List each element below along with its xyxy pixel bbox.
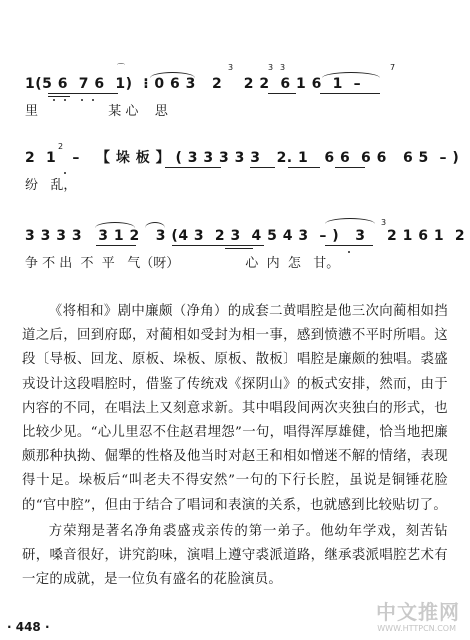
score-line-2-notes: 2 1 – 【 垛 板 】 ( 3 3 3 3 3 2. 1 6 6 6 6 6 5 – ) (25, 150, 460, 166)
beam-line (48, 93, 118, 94)
low-octave-dot (81, 99, 83, 101)
beam-line (96, 245, 136, 246)
low-octave-dot (53, 99, 55, 101)
commentary-text (22, 300, 448, 592)
grace-note: 3 (268, 63, 274, 72)
beam-line (288, 167, 320, 168)
paragraph: 《将相和》剧中廉颇（净角）的成套二黄唱腔是他三次向蔺相如挡道之后，回到府邸，对蔺相如受封为相一事，感到愤懑不平时所唱。这段〔导板、回龙、原板、垛板、原板、散板〕唱腔是廉颇的独唱。裘盛戎设计这段唱腔时，借鉴了传统戏《探阴山》的板式安排，然而，由于内容的不同，在唱法上又刻意求新。其中唱段间两次夹独白的形式，也比较少见。“心儿里忍不住赵君埋怨”一句，唱得浑厚雄健，恰当地把廉颇那种执拗、倔犟的性格及他当时对赵王和相如憎迷不解的情绪，表现得十足。垛板后“叫老夫不得安然”一句的下行长腔，虽说是铜锤花脸的“官中腔”，但由于结合了唱词和表演的关系，也就感到比较贴切了。 (22, 304, 448, 513)
low-octave-dot (348, 251, 350, 253)
score-line-1-lyrics: 里 某 心 思 (25, 104, 168, 119)
score-line-2-lyrics: 纷 乱， (25, 178, 77, 193)
low-octave-dot (64, 172, 66, 174)
score-line-1-notes: 1(5 6 7 6 1) ⁝ 0 6 3 2 2 2 6 1 6 1 – (25, 76, 362, 92)
paragraph: 方荣翔是著名净角裘盛戎亲传的第一弟子。他幼年学戏，刻苦钻研，嗓音很好，讲究韵味，演唱上遵守裘派道路，继承裘派唱腔艺术有一定的成就，是一位负有盛名的花脸演员。 (22, 523, 448, 588)
low-octave-dot (64, 99, 66, 101)
grace-note: 3 (228, 63, 234, 72)
grace-note: 7 (390, 63, 396, 72)
beam-line (48, 96, 70, 97)
beam-line (165, 167, 221, 168)
grace-note: 2 (58, 142, 64, 151)
music-score (0, 0, 470, 290)
low-octave-dot (92, 99, 94, 101)
beam-line (335, 167, 365, 168)
watermark-url: WWW.HTTPCN.COM (377, 624, 456, 633)
page-number: · 448 · (7, 620, 50, 634)
beam-line (225, 248, 253, 249)
slur (325, 218, 375, 224)
watermark-logo: 中文推网 (376, 600, 460, 624)
beam-line (250, 167, 275, 168)
score-line-3-lyrics: 争 不 出 不 平 气（呀） 心 内 怎 甘。 (25, 256, 340, 271)
beam-line (268, 93, 296, 94)
score-line-3-notes: 3 3 3 3 3 1 2 3 (4 3 2 3 4 5 4 3 – ) 3 2 1 6 1 2 (25, 228, 466, 244)
grace-note: 3 (381, 218, 387, 227)
grace-note: 3 (280, 63, 286, 72)
beam-line (320, 93, 380, 94)
beam-line (325, 245, 373, 246)
fermata-mark: ⌒ (117, 63, 125, 72)
beam-line (172, 245, 264, 246)
